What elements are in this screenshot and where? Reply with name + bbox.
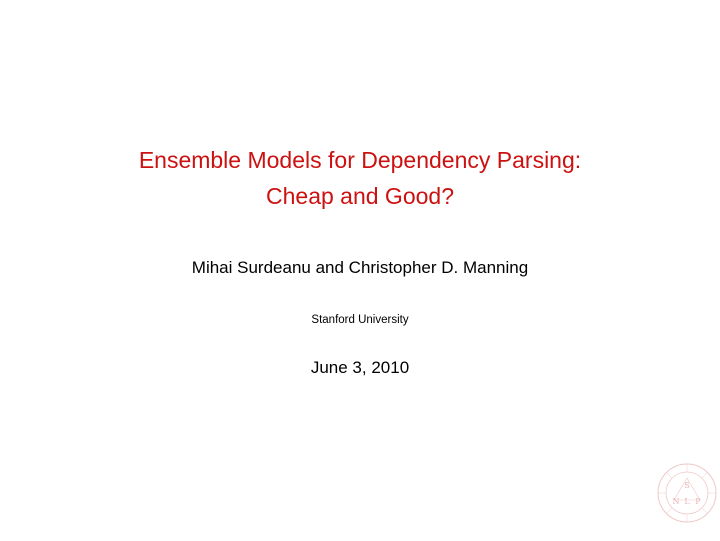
slide-title-line-1: Ensemble Models for Dependency Parsing: xyxy=(138,147,582,173)
logo-letter-s: S xyxy=(684,481,690,490)
snlp-seal-icon xyxy=(656,462,718,524)
institute-name: Stanford University xyxy=(311,314,409,326)
presentation-date: June 3, 2010 xyxy=(310,358,410,377)
logo-letter-p: P xyxy=(695,497,701,506)
logo-letter-n: N xyxy=(672,497,680,506)
author-names: Mihai Surdeanu and Christopher D. Manning xyxy=(191,258,529,277)
logo-letter-l: L xyxy=(684,497,690,506)
slide-title-line-2: Cheap and Good? xyxy=(266,183,454,209)
